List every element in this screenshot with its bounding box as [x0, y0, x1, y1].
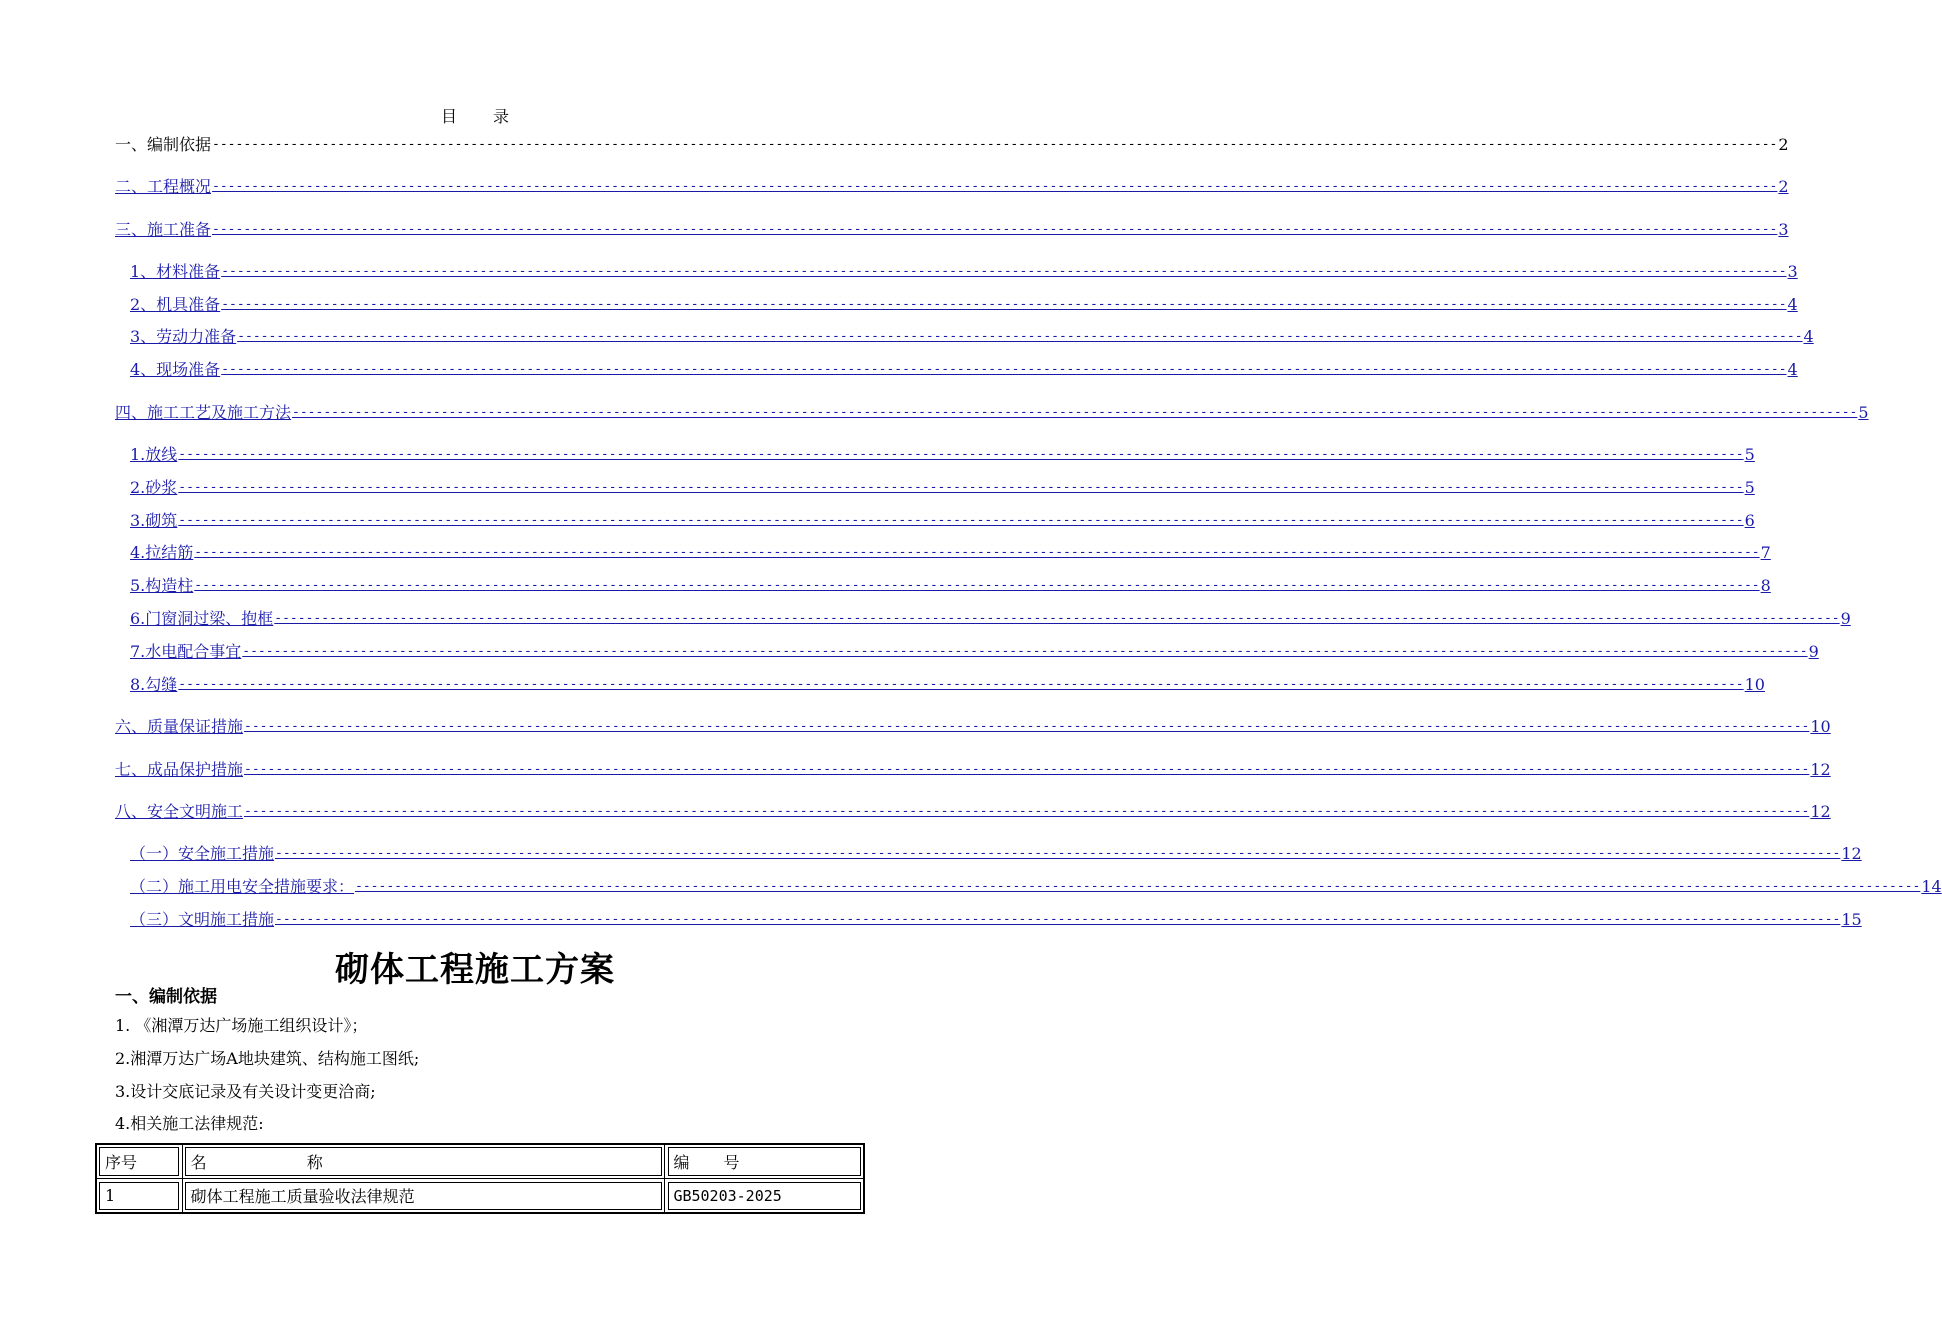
toc-leader-dashes: --------------------------------------------------------------------------------------------------------------------------------------------------------------------------------------------------------: [221, 264, 1787, 279]
toc-entry-label: （二）施工用电安全措施要求：: [130, 877, 355, 896]
toc-entry-label: 六、质量保证措施: [115, 717, 244, 736]
basis-item-2: 2.湘潭万达广场A地块建筑、结构施工图纸;: [115, 1049, 420, 1068]
header-name-part-a: 名: [190, 1153, 207, 1172]
cell-code: GB50203-2025: [665, 1179, 864, 1214]
toc-leader-dashes: --------------------------------------------------------------------------------------------------------------------------------------------------------------------------------------------------------: [212, 137, 1778, 152]
toc-entry-page-number: 12: [1841, 844, 1862, 863]
toc-entry[interactable]: [130, 510, 1755, 532]
toc-entry-page-number: 12: [1810, 760, 1831, 779]
toc-leader-dashes: --------------------------------------------------------------------------------------------------------------------------------------------------------------------------------------------------------: [178, 447, 1744, 462]
basis-item-4: 4.相关施工法律规范:: [115, 1114, 264, 1133]
toc-entry-page-number: 5: [1858, 403, 1869, 422]
toc-leader-dashes: --------------------------------------------------------------------------------------------------------------------------------------------------------------------------------------------------------: [212, 179, 1778, 194]
table-row: [96, 1179, 864, 1214]
cell-name: 砌体工程施工质量验收法律规范: [182, 1179, 665, 1214]
toc-leader-dashes: --------------------------------------------------------------------------------------------------------------------------------------------------------------------------------------------------------: [275, 846, 1841, 861]
basis-item-3: 3.设计交底记录及有关设计变更洽商;: [115, 1082, 376, 1101]
header-name-part-b: 称: [306, 1153, 323, 1172]
toc-leader-dashes: --------------------------------------------------------------------------------------------------------------------------------------------------------------------------------------------------------: [178, 677, 1744, 692]
toc-entry-page-number: 5: [1744, 478, 1755, 497]
toc-entry-label: 七、成品保护措施: [115, 760, 244, 779]
toc-entry-page-number: 4: [1803, 327, 1814, 346]
toc-leader-dashes: --------------------------------------------------------------------------------------------------------------------------------------------------------------------------------------------------------: [178, 480, 1744, 495]
toc-entry-page-number: 2: [1778, 135, 1789, 154]
toc-entry[interactable]: [130, 641, 1819, 663]
toc-entry[interactable]: [115, 176, 1789, 198]
toc-entry-page-number: 4: [1787, 295, 1798, 314]
toc-entry-label: 一、编制依据: [115, 135, 212, 154]
toc-leader-dashes: --------------------------------------------------------------------------------------------------------------------------------------------------------------------------------------------------------: [194, 578, 1760, 593]
toc-leader-dashes: --------------------------------------------------------------------------------------------------------------------------------------------------------------------------------------------------------: [221, 297, 1787, 312]
toc-leader-dashes: --------------------------------------------------------------------------------------------------------------------------------------------------------------------------------------------------------: [244, 762, 1810, 777]
toc-entry[interactable]: [130, 674, 1765, 696]
toc-entry-page-number: 9: [1808, 642, 1819, 661]
header-name: [182, 1144, 665, 1179]
toc-entry-page-number: 5: [1744, 445, 1755, 464]
basis-item-1: 1. 《湘潭万达广场施工组织设计》；: [115, 1016, 368, 1035]
toc-entry[interactable]: [130, 876, 1942, 898]
toc-entry[interactable]: [115, 219, 1789, 241]
toc-entry-label: 三、施工准备: [115, 220, 212, 239]
toc-entry-label: 2、机具准备: [130, 295, 221, 314]
toc-entry-page-number: 4: [1787, 360, 1798, 379]
toc-leader-dashes: --------------------------------------------------------------------------------------------------------------------------------------------------------------------------------------------------------: [242, 644, 1808, 659]
toc-entry[interactable]: [115, 402, 1869, 424]
toc-entry-label: 5.构造柱: [130, 576, 194, 595]
toc-entry-label: （三）文明施工措施: [130, 910, 275, 929]
section-heading: 一、编制依据: [115, 987, 217, 1007]
toc-entry[interactable]: [115, 716, 1831, 738]
toc-entry[interactable]: [130, 909, 1862, 931]
toc-entry-label: 8.勾缝: [130, 675, 178, 694]
toc-leader-dashes: --------------------------------------------------------------------------------------------------------------------------------------------------------------------------------------------------------: [275, 912, 1841, 927]
toc-entry-label: 2.砂浆: [130, 478, 178, 497]
toc-entry-label: 二、工程概况: [115, 177, 212, 196]
toc-entry[interactable]: [130, 444, 1755, 466]
toc-entry-label: 四、施工工艺及施工方法: [115, 403, 292, 422]
toc-entry[interactable]: [130, 843, 1862, 865]
toc-entry-label: 4.拉结筋: [130, 543, 194, 562]
header-code-part-b: 号: [723, 1153, 740, 1172]
toc-leader-dashes: --------------------------------------------------------------------------------------------------------------------------------------------------------------------------------------------------------: [237, 329, 1803, 344]
header-code: [665, 1144, 864, 1179]
toc-entry: [115, 134, 1789, 156]
toc-entry[interactable]: [130, 575, 1771, 597]
toc-leader-dashes: --------------------------------------------------------------------------------------------------------------------------------------------------------------------------------------------------------: [244, 719, 1810, 734]
toc-entry-label: 1.放线: [130, 445, 178, 464]
toc-entry[interactable]: [115, 759, 1831, 781]
toc-entry[interactable]: [130, 477, 1755, 499]
toc-leader-dashes: --------------------------------------------------------------------------------------------------------------------------------------------------------------------------------------------------------: [194, 545, 1760, 560]
toc-entry[interactable]: [130, 294, 1798, 316]
header-code-part-a: 编: [673, 1153, 690, 1172]
toc-entry-label: 八、安全文明施工: [115, 802, 244, 821]
document-title: 砌体工程施工方案: [335, 950, 615, 990]
toc-entry[interactable]: [130, 359, 1798, 381]
toc-entry-page-number: 12: [1810, 802, 1831, 821]
toc-entry-page-number: 3: [1778, 220, 1789, 239]
toc-leader-dashes: --------------------------------------------------------------------------------------------------------------------------------------------------------------------------------------------------------: [292, 405, 1858, 420]
toc-entry[interactable]: [130, 542, 1771, 564]
toc-entry-label: （一）安全施工措施: [130, 844, 275, 863]
toc-entry-label: 3、劳动力准备: [130, 327, 237, 346]
toc-entry-page-number: 9: [1840, 609, 1851, 628]
toc-entry[interactable]: [130, 326, 1814, 348]
cell-no: 1: [96, 1179, 182, 1214]
toc-entry-label: 4、现场准备: [130, 360, 221, 379]
toc-title: 目录: [440, 107, 545, 126]
toc-entry-page-number: 14: [1921, 877, 1942, 896]
table-header-row: [96, 1144, 864, 1179]
toc-entry[interactable]: [130, 261, 1798, 283]
toc-leader-dashes: --------------------------------------------------------------------------------------------------------------------------------------------------------------------------------------------------------: [178, 513, 1744, 528]
toc-entry-page-number: 7: [1760, 543, 1771, 562]
toc-leader-dashes: --------------------------------------------------------------------------------------------------------------------------------------------------------------------------------------------------------: [244, 804, 1810, 819]
toc-entry-page-number: 3: [1787, 262, 1798, 281]
header-no: 序号: [96, 1144, 182, 1179]
toc-entry-page-number: 2: [1778, 177, 1789, 196]
toc-entry-page-number: 10: [1810, 717, 1831, 736]
toc-entry[interactable]: [130, 608, 1851, 630]
toc-leader-dashes: --------------------------------------------------------------------------------------------------------------------------------------------------------------------------------------------------------: [221, 362, 1787, 377]
toc-leader-dashes: --------------------------------------------------------------------------------------------------------------------------------------------------------------------------------------------------------: [355, 879, 1921, 894]
toc-leader-dashes: --------------------------------------------------------------------------------------------------------------------------------------------------------------------------------------------------------: [212, 222, 1778, 237]
toc-entry-label: 1、材料准备: [130, 262, 221, 281]
toc-leader-dashes: --------------------------------------------------------------------------------------------------------------------------------------------------------------------------------------------------------: [274, 611, 1840, 626]
toc-entry-page-number: 6: [1744, 511, 1755, 530]
toc-entry-label: 3.砌筑: [130, 511, 178, 530]
toc-entry-label: 7.水电配合事宜: [130, 642, 242, 661]
toc-entry-label: 6.门窗洞过梁、抱框: [130, 609, 274, 628]
toc-entry-page-number: 8: [1760, 576, 1771, 595]
toc-entry-page-number: 10: [1744, 675, 1765, 694]
toc-entry-page-number: 15: [1841, 910, 1862, 929]
toc-entry[interactable]: [115, 801, 1831, 823]
standards-table: [95, 1143, 865, 1214]
